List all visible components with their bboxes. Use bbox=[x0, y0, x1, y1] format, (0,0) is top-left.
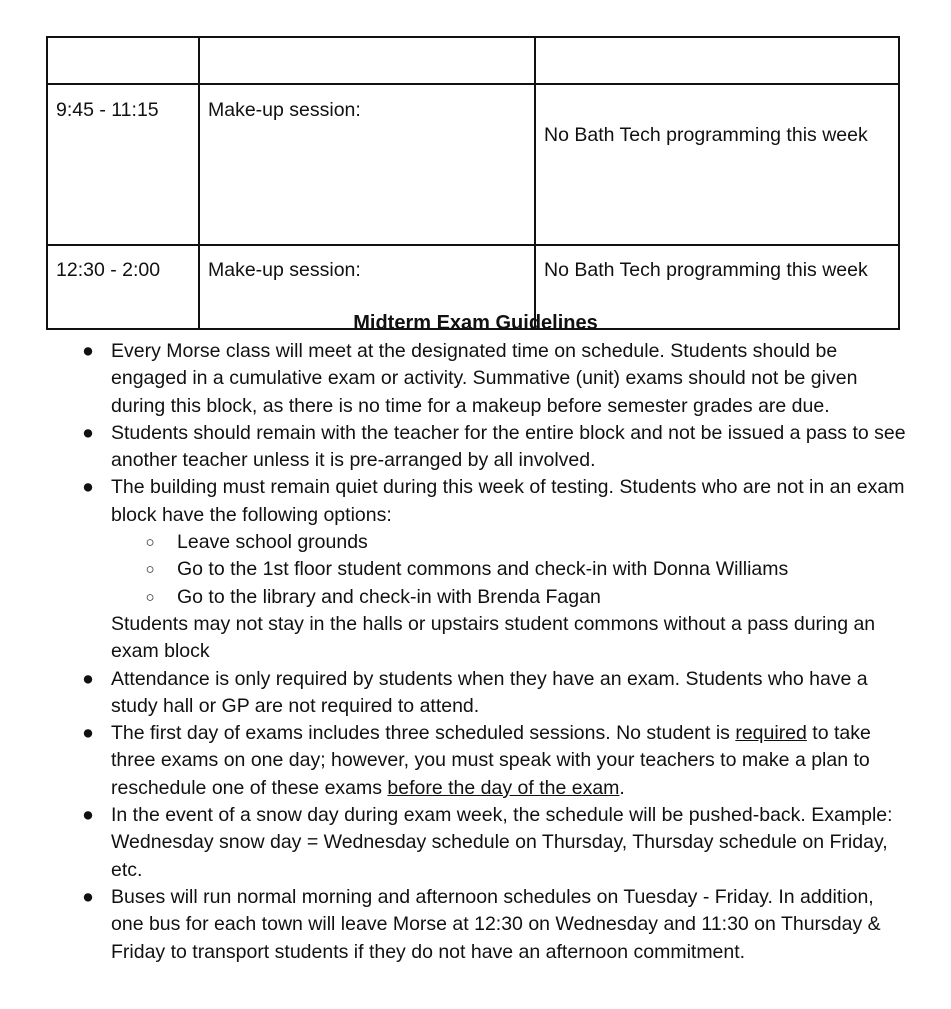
note-cell: No Bath Tech programming this week bbox=[535, 84, 899, 245]
bullet-icon: ● bbox=[82, 667, 94, 690]
list-item-text: Students should remain with the teacher for the entire block and not be issued a pass to see another teacher unless it is pre-arranged by all involved. bbox=[111, 421, 906, 472]
session-cell: Make-up session: bbox=[199, 84, 535, 245]
guidelines-list bbox=[0, 338, 951, 966]
hollow-bullet-icon: ○ bbox=[145, 561, 155, 579]
time-cell bbox=[47, 37, 199, 84]
text-segment: . bbox=[619, 776, 625, 799]
list-item bbox=[0, 420, 951, 475]
list-item bbox=[0, 802, 951, 884]
option-text: Go to the 1st floor student commons and check-in with Donna Williams bbox=[177, 558, 789, 581]
list-item bbox=[0, 474, 951, 665]
hollow-bullet-icon: ○ bbox=[145, 588, 155, 606]
bullet-icon: ● bbox=[82, 340, 94, 362]
bullet-icon: ● bbox=[82, 421, 94, 444]
note-cell bbox=[535, 37, 899, 84]
session-cell: Make-up session: bbox=[199, 245, 535, 329]
list-item-text: Every Morse class will meet at the designated time on schedule. Students should be engaged in a cumulative exam or activity. Summative (unit) exams should not be given during this block, as there is no time for a makeup before semester grades are due. bbox=[111, 340, 858, 417]
bullet-icon: ● bbox=[82, 722, 94, 745]
session-cell bbox=[199, 37, 535, 84]
list-item-text: Buses will run normal morning and afternoon schedules on Tuesday - Friday. In addition, one bus for each town will leave Morse at 12:30 on Wednesday and 11:30 on Thursday & Friday to transport students if they do not have an afternoon commitment. bbox=[111, 885, 881, 963]
table-row bbox=[47, 37, 899, 84]
option-item bbox=[111, 529, 911, 556]
bullet-icon: ● bbox=[82, 804, 94, 827]
list-item-text: In the event of a snow day during exam week, the schedule will be pushed-back. Example: Wednesday snow day = Wednesday schedule on Thursday, Thursday schedule on Friday, etc. bbox=[111, 804, 893, 881]
note-cell: No Bath Tech programming this week bbox=[535, 245, 899, 329]
list-item bbox=[0, 338, 951, 420]
bullet-icon: ● bbox=[82, 885, 94, 908]
guidelines-title: Midterm Exam Guidelines bbox=[353, 312, 598, 334]
underlined-text: required bbox=[735, 722, 807, 745]
schedule-table bbox=[46, 36, 900, 330]
list-item-text: Attendance is only required by students when they have an exam. Students who have a study hall or GP are not required to attend. bbox=[111, 667, 868, 717]
list-item-text bbox=[111, 722, 871, 799]
option-text: Go to the library and check-in with Brenda Fagan bbox=[177, 585, 601, 608]
time-cell: 12:30 - 2:00 bbox=[47, 245, 199, 329]
list-item bbox=[0, 720, 951, 802]
bullet-icon: ● bbox=[82, 476, 94, 499]
option-item bbox=[111, 556, 911, 583]
text-segment: to take three exams on one day; however, you must speak with your teachers to make a plan to reschedule one of these exams bbox=[111, 722, 871, 799]
option-item bbox=[111, 584, 911, 611]
list-item bbox=[0, 884, 951, 966]
options-list bbox=[111, 529, 911, 611]
list-item-followup-text: Students may not stay in the halls or upstairs student commons without a pass during an exam block bbox=[111, 612, 876, 663]
list-item-text: The building must remain quiet during this week of testing. Students who are not in an exam block have the following options: bbox=[111, 476, 905, 526]
guidelines-section bbox=[0, 308, 951, 966]
option-text: Leave school grounds bbox=[177, 531, 368, 554]
hollow-bullet-icon: ○ bbox=[145, 534, 155, 552]
list-item bbox=[0, 666, 951, 721]
table-row bbox=[47, 84, 899, 245]
time-cell: 9:45 - 11:15 bbox=[47, 84, 199, 245]
text-segment: The first day of exams includes three scheduled sessions. No student is bbox=[111, 722, 736, 745]
underlined-text: before the day of the exam bbox=[387, 776, 620, 799]
